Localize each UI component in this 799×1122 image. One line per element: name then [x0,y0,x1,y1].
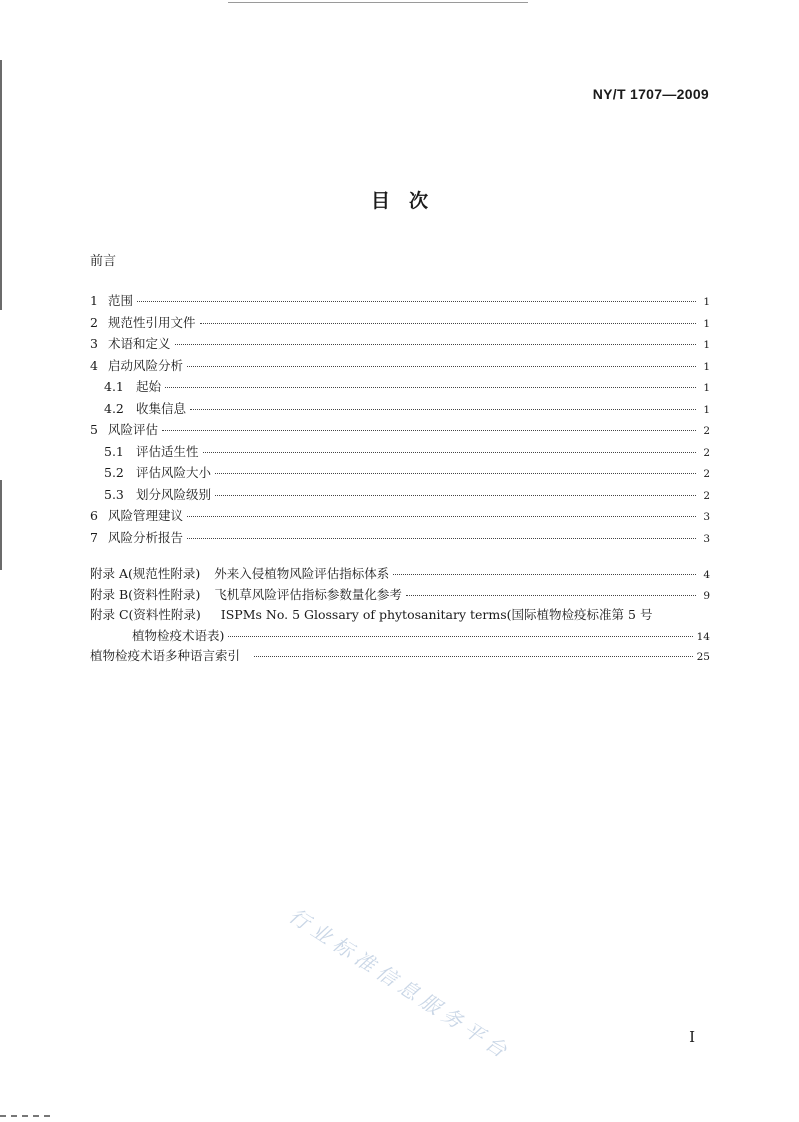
dot-leader [203,452,696,453]
toc-entry-text: 启动风险分析 [108,357,184,373]
annex-title: ISPMs No. 5 Glossary of phytosanitary terms(国际植物检疫标准第 5 号 [220,607,653,622]
toc-entry-number: 5.2 [104,465,124,480]
left-edge-mark [0,480,2,570]
dot-leader [228,636,692,637]
toc-entry-number: 4.2 [104,400,124,416]
page-number: I [689,1028,695,1046]
dot-leader [187,538,696,539]
toc-annex-entry-c-line1[interactable] [90,605,710,626]
bottom-edge-mark [0,1115,50,1121]
toc-entry-page: 1 [703,296,710,308]
toc-entry-page: 3 [703,511,710,523]
toc-entry-text: 收集信息 [136,400,187,416]
dot-leader [187,366,696,367]
toc-entry-page: 25 [696,651,710,663]
toc-subentry[interactable] [90,399,710,421]
toc-entry-number: 6 [90,508,98,523]
toc-entry-page: 2 [703,425,710,437]
left-edge-mark [0,60,2,310]
toc-entry-page: 1 [703,339,710,351]
toc-subentry[interactable] [90,485,710,507]
toc-subentry[interactable] [90,377,710,399]
toc-entry-page: 9 [703,589,710,602]
annex-title: 外来入侵植物风险评估指标体系 [214,566,390,581]
toc-annex-entry-c-line2[interactable] [90,626,710,647]
toc-entry-number: 5 [90,422,98,437]
annex-label-group [90,585,402,603]
toc-entry-text: 风险管理建议 [108,508,184,523]
dot-leader [175,344,696,345]
toc-entry-page: 1 [703,382,710,394]
toc-entry[interactable] [90,313,710,335]
toc-entry-page: 2 [703,446,710,459]
toc-entry-number: 4 [90,357,98,373]
toc-entry-number: 2 [90,314,98,330]
dot-leader [187,516,696,517]
top-rule [228,2,528,3]
annex-title-continued: 植物检疫术语表) [132,627,225,643]
dot-leader [215,473,696,474]
toc-entry-number: 1 [90,293,98,308]
toc-annex-list [90,564,710,667]
toc-entry-page: 1 [703,317,710,330]
toc-entry-text: 风险分析报告 [108,529,184,545]
toc-entry-text: 评估适生性 [136,443,199,459]
standard-code: NY/T 1707—2009 [592,86,709,102]
toc-subentry[interactable] [90,442,710,464]
annex-label-group [90,605,652,623]
dot-leader [137,301,696,302]
toc-entry-number: 7 [90,529,98,545]
toc-foreword[interactable]: 前言 [90,254,117,269]
page-title: 目 次 [370,190,428,212]
toc-entry-text: 术语和定义 [108,336,171,351]
toc-entry-number: 5.3 [104,486,124,502]
toc-entry-page: 1 [703,360,710,373]
toc-entry[interactable] [90,420,710,442]
toc-entry-text: 风险评估 [108,422,159,437]
dot-leader [406,595,696,596]
toc-entry-page: 3 [703,532,710,545]
toc-entry[interactable] [90,506,710,528]
index-title: 植物检疫术语多种语言索引 [90,648,241,663]
toc-entry-number: 5.1 [104,443,124,459]
toc-index-entry[interactable] [90,646,710,667]
toc-main-list [90,291,710,549]
annex-label: 附录 B(资料性附录) [90,586,201,602]
dot-leader [215,495,696,496]
annex-label: 附录 A(规范性附录) [90,566,201,581]
dot-leader [162,430,696,431]
toc-entry-number: 3 [90,336,98,351]
dot-leader [190,409,696,410]
toc-entry[interactable] [90,528,710,550]
toc-entry-page: 4 [703,569,710,581]
toc-entry-page: 2 [703,489,710,502]
watermark: 行业标准信息服务平台 [284,903,516,1066]
toc-entry-text: 起始 [136,379,162,394]
toc-entry-page: 1 [703,403,710,416]
toc-entry-text: 范围 [108,293,134,308]
dot-leader [165,387,696,388]
dot-leader [393,574,696,575]
dot-leader [200,323,696,324]
toc-entry-text: 划分风险级别 [136,486,212,502]
toc-entry[interactable] [90,291,710,313]
toc-entry-text: 评估风险大小 [136,465,212,480]
toc-entry-page: 2 [703,468,710,480]
toc-entry-number: 4.1 [104,379,124,394]
toc-entry-text: 规范性引用文件 [108,314,196,330]
annex-label: 附录 C(资料性附录) [90,607,201,622]
toc-entry[interactable] [90,356,710,378]
toc-entry[interactable] [90,334,710,356]
toc-entry-page: 14 [696,630,710,643]
toc-subentry[interactable] [90,463,710,485]
annex-title: 飞机草风险评估指标参数量化参考 [214,586,402,602]
annex-label-group [90,564,389,582]
toc-annex-entry-b[interactable] [90,585,710,606]
toc-annex-entry-a[interactable] [90,564,710,585]
dot-leader [254,656,693,657]
